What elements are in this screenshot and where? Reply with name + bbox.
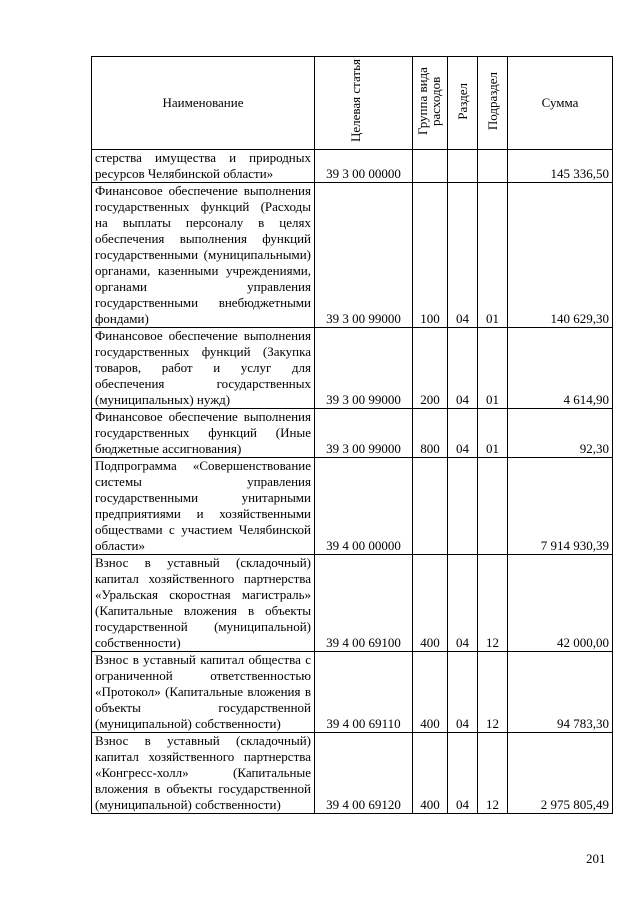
row-sum: 145 336,50 [508, 150, 613, 183]
row-subsection: 12 [478, 555, 508, 652]
row-group: 200 [413, 328, 448, 409]
header-subsection-label: Подраздел [485, 71, 500, 131]
row-group: 800 [413, 409, 448, 458]
row-section [448, 150, 478, 183]
header-name: Наименование [92, 57, 315, 150]
row-sum: 92,30 [508, 409, 613, 458]
row-section: 04 [448, 652, 478, 733]
row-subsection [478, 150, 508, 183]
row-name: Взнос в уставный (складочный) капитал хозяйственного партнерства «Конгресс-холл» (Капитальные вложения в объекты государственной (муниципальной) собственности) [92, 733, 315, 814]
row-name: Взнос в уставный капитал общества с ограниченной ответственностью «Протокол» (Капитальные вложения в объекты государственной (муниципальной) собственности) [92, 652, 315, 733]
row-name: Финансовое обеспечение выполнения государственных функций (Закупка товаров, работ и услуг для обеспечения государственных (муниципальных) нужд) [92, 328, 315, 409]
row-target: 39 4 00 00000 [315, 458, 413, 555]
row-section: 04 [448, 409, 478, 458]
row-section: 04 [448, 328, 478, 409]
row-name: стерства имущества и природных ресурсов Челябинской области» [92, 150, 315, 183]
row-sum: 7 914 930,39 [508, 458, 613, 555]
table-row [92, 652, 613, 733]
row-subsection: 01 [478, 328, 508, 409]
row-target: 39 4 00 69100 [315, 555, 413, 652]
header-sum: Сумма [508, 57, 613, 150]
row-name: Финансовое обеспечение выполнения государственных функций (Иные бюджетные ассигнования) [92, 409, 315, 458]
row-name: Подпрограмма «Совершенствование системы управления государственными унитарными предприятиями и хозяйственными обществами с участием Челябинской области» [92, 458, 315, 555]
row-target: 39 3 00 00000 [315, 150, 413, 183]
row-subsection: 01 [478, 183, 508, 328]
header-group [413, 57, 448, 150]
table-row [92, 328, 613, 409]
row-target: 39 4 00 69120 [315, 733, 413, 814]
header-row [92, 57, 613, 150]
header-subsection [478, 57, 508, 150]
row-group [413, 150, 448, 183]
row-target: 39 3 00 99000 [315, 183, 413, 328]
header-group-label: Группа вида расходов [415, 67, 443, 135]
row-section: 04 [448, 555, 478, 652]
row-group: 100 [413, 183, 448, 328]
row-target: 39 4 00 69110 [315, 652, 413, 733]
row-sum: 140 629,30 [508, 183, 613, 328]
row-target: 39 3 00 99000 [315, 328, 413, 409]
table-row [92, 733, 613, 814]
row-group [413, 458, 448, 555]
row-sum: 2 975 805,49 [508, 733, 613, 814]
table-row [92, 458, 613, 555]
header-target-label: Целевая статья [347, 59, 363, 143]
row-section [448, 458, 478, 555]
row-sum: 94 783,30 [508, 652, 613, 733]
row-section: 04 [448, 183, 478, 328]
page-number: 201 [586, 851, 606, 866]
budget-table [91, 56, 613, 814]
table-row [92, 409, 613, 458]
table-row [92, 150, 613, 183]
row-sum: 42 000,00 [508, 555, 613, 652]
row-subsection: 12 [478, 652, 508, 733]
row-section: 04 [448, 733, 478, 814]
table-row [92, 183, 613, 328]
row-group: 400 [413, 733, 448, 814]
row-name: Взнос в уставный (складочный) капитал хозяйственного партнерства «Уральская скоростная магистраль» (Капитальные вложения в объекты государственной (муниципальной) собственности) [92, 555, 315, 652]
row-group: 400 [413, 652, 448, 733]
row-subsection: 01 [478, 409, 508, 458]
row-sum: 4 614,90 [508, 328, 613, 409]
table-row [92, 555, 613, 652]
row-target: 39 3 00 99000 [315, 409, 413, 458]
header-section-label: Раздел [455, 82, 470, 120]
header-section [448, 57, 478, 150]
row-subsection: 12 [478, 733, 508, 814]
header-target [315, 57, 413, 150]
row-name: Финансовое обеспечение выполнения государственных функций (Расходы на выплаты персоналу в целях обеспечения выполнения функций государственными (муниципальными) органами, казенными учреждениями, органами управления государственными внебюджетными фондами) [92, 183, 315, 328]
row-subsection [478, 458, 508, 555]
row-group: 400 [413, 555, 448, 652]
